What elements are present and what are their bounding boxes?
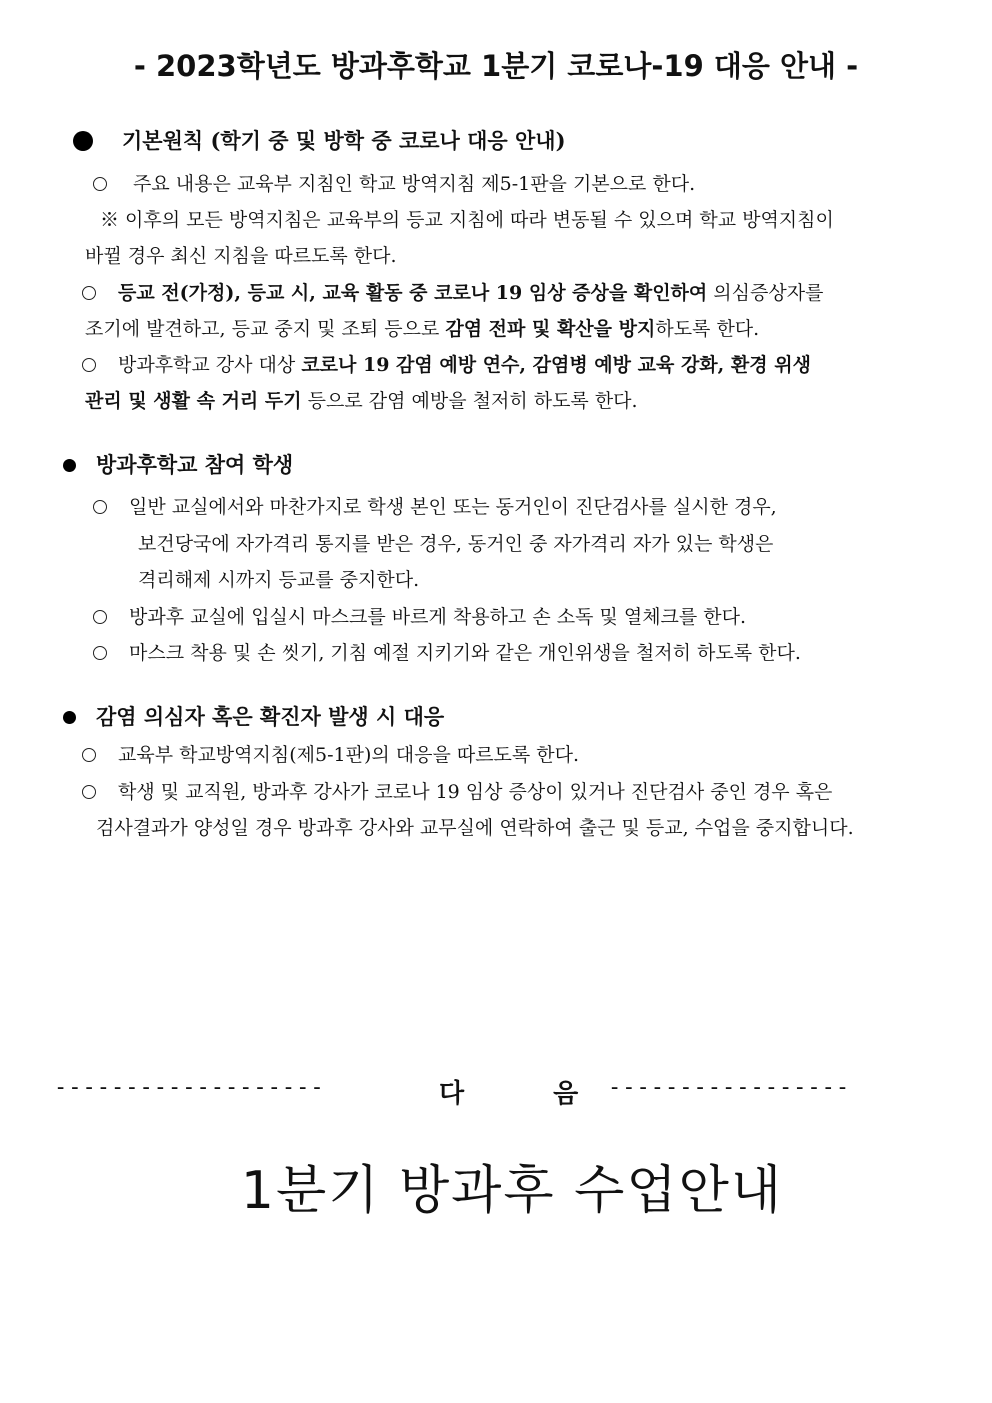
big-title: 1분기 방과후 수업안내 [240,1161,784,1221]
section2-item2 [93,604,746,630]
section2-item1-line1 [93,494,777,520]
section1-note-line2: 바뀔 경우 최신 지침을 따르도록 한다. [85,245,397,267]
section2-item1-line2: 보건당국에 자가격리 통지를 받은 경우, 동거인 중 자가격리 자가 있는 학생은 [138,533,774,555]
section1-item3-bold2: 관리 및 생활 속 거리 두기 [85,390,302,412]
document-title: - 2023학년도 방과후학교 1분기 코로나-19 대응 안내 - [133,49,859,83]
section3-item2-line1 [82,779,832,805]
circle-bullet-icon [93,177,107,191]
section1-item1-text: 주요 내용은 교육부 지침인 학교 방역지침 제5-1판을 기본으로 한다. [133,173,696,195]
circle-bullet-icon [93,646,107,660]
section2-bullet [63,459,76,472]
section1-bullet [73,131,93,151]
circle-bullet-icon [82,748,96,762]
section1-note-line1: ※ 이후의 모든 방역지침은 교육부의 등교 지침에 따라 변동될 수 있으며 학교 방역지침이 [100,209,834,231]
section1-item2-text3: 하도록 한다. [655,318,760,340]
circle-bullet-icon [82,286,96,300]
section3-item1-text: 교육부 학교방역지침(제5-1판)의 대응을 따르도록 한다. [118,744,580,766]
section2-item1-text1: 일반 교실에서와 마찬가지로 학생 본인 또는 동거인이 진단검사를 실시한 경우, [129,496,777,518]
section1-item2-text1: 의심증상자를 [707,282,824,304]
section3-item2-text1: 학생 및 교직원, 방과후 강사가 코로나 19 임상 증상이 있거나 진단검사 중인 경우 혹은 [118,781,833,803]
section1-item3-line1 [82,352,811,378]
divider-dashes-right: ----------------- [608,1075,851,1100]
divider-dashes-left: ------------------- [54,1075,325,1100]
divider-label: 다 음 [439,1079,619,1109]
section1-item1 [93,171,695,197]
section2-item3 [93,640,801,666]
section1-item2-bold2: 감염 전파 및 확산을 방지 [445,318,656,340]
section1-item3-line2 [85,388,638,414]
circle-bullet-icon [93,500,107,514]
section1-item3-text1: 방과후학교 강사 대상 [118,354,302,376]
section1-item2-bold1: 등교 전(가정), 등교 시, 교육 활동 중 코로나 19 임상 증상을 확인하여 [118,282,708,304]
section2-item1-line3: 격리해제 시까지 등교를 중지한다. [138,569,420,591]
section2-item2-text: 방과후 교실에 입실시 마스크를 바르게 착용하고 손 소독 및 열체크를 한다. [129,606,747,628]
section2-item3-text: 마스크 착용 및 손 씻기, 기침 예절 지키기와 같은 개인위생을 철저히 하도록 한다. [129,642,801,664]
section1-item2-line1 [82,280,823,306]
section1-item3-text2: 등으로 감염 예방을 철저히 하도록 한다. [301,390,638,412]
section1-item3-bold1: 코로나 19 감염 예방 연수, 감염병 예방 교육 강화, 환경 위생 [301,354,811,376]
section3-bullet [63,711,76,724]
section1-item2-text2: 조기에 발견하고, 등교 중지 및 조퇴 등으로 [85,318,446,340]
circle-bullet-icon [93,610,107,624]
section3-item1 [82,742,579,768]
section1-heading: 기본원칙 (학기 중 및 방학 중 코로나 대응 안내) [122,128,566,153]
section3-heading: 감염 의심자 혹은 확진자 발생 시 대응 [96,704,445,729]
section2-heading: 방과후학교 참여 학생 [96,452,294,477]
circle-bullet-icon [82,785,96,799]
circle-bullet-icon [82,358,96,372]
section3-item2-line2: 검사결과가 양성일 경우 방과후 강사와 교무실에 연락하여 출근 및 등교, 수업을 중지합니다. [96,817,854,839]
section1-item2-line2 [85,316,759,342]
